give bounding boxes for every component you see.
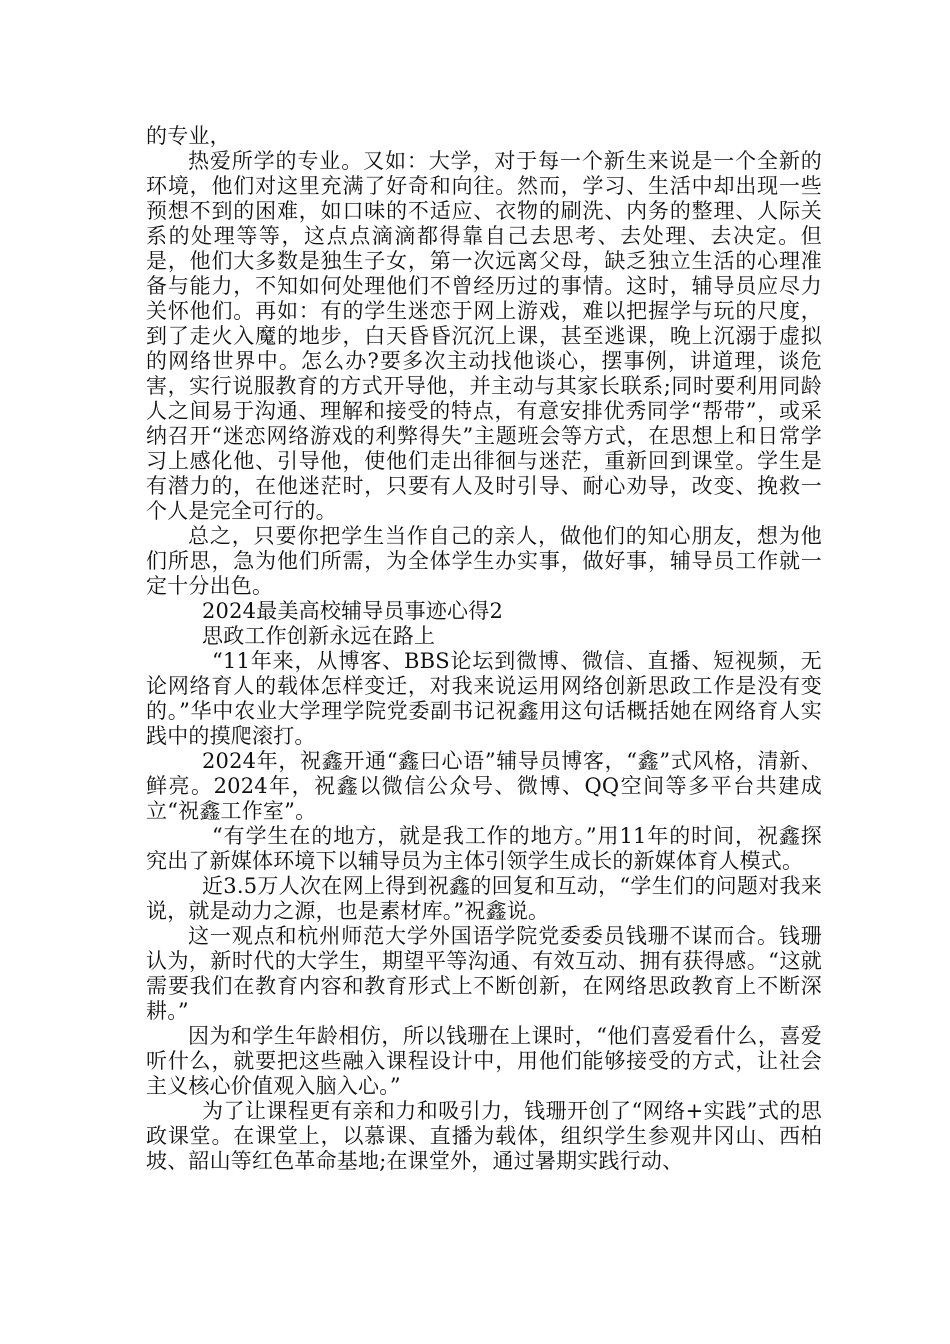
section-title: 2024最美高校辅导员事迹心得2 xyxy=(202,599,504,623)
paragraph-interactions: 近3.5万人次在网上得到祝鑫的回复和互动，“学生们的问题对我来说，就是动力之源，也是素材库。”祝鑫说。 xyxy=(146,874,822,923)
paragraph-age-similar: 因为和学生年龄相仿，所以钱珊在上课时，“他们喜爱看什么，喜爱听什么，就要把这些融入课程设计中，用他们能够接受的方式，让社会主义核心价值观入脑入心。” xyxy=(146,1024,822,1098)
paragraph-students-place: “有学生在的地方，就是我工作的地方。”用11年的时间，祝鑫探究出了新媒体环境下以辅导员为主体引领学生成长的新媒体育人模式。 xyxy=(146,824,822,873)
section-subtitle: 思政工作创新永远在路上 xyxy=(202,624,436,648)
paragraph-qian-shan-view: 这一观点和杭州师范大学外国语学院党委委员钱珊不谋而合。钱珊认为，新时代的大学生，期望平等沟通、有效互动、拥有获得感。“这就需要我们在教育内容和教育形式上不断创新，在网络思政教育上不断深耕。” xyxy=(146,924,822,1023)
paragraph-quote-11-years: “11年来，从博客、BBS论坛到微博、微信、直播、短视频，无论网络育人的载体怎样变迁，对我来说运用网络创新思政工作是没有变的。”华中农业大学理学院党委副书记祝鑫用这句话概括她在网络育人实践中的摸爬滚打。 xyxy=(146,649,822,748)
paragraph-2024-blog: 2024年，祝鑫开通“鑫曰心语”辅导员博客，“鑫”式风格，清新、鲜亮。2024年，祝鑫以微信公众号、微博、QQ空间等多平台共建成立“祝鑫工作室”。 xyxy=(146,749,822,823)
paragraph-summary: 总之，只要你把学生当作自己的亲人，做他们的知心朋友，想为他们所思，急为他们所需，为全体学生办实事，做好事，辅导员工作就一定十分出色。 xyxy=(146,524,822,598)
paragraph-network-practice: 为了让课程更有亲和力和吸引力，钱珊开创了“网络+实践”式的思政课堂。在课堂上，以慕课、直播为载体，组织学生参观井冈山、西柏坡、韶山等红色革命基地;在课堂外，通过暑期实践行动、 xyxy=(146,1099,822,1173)
paragraph-love-major: 热爱所学的专业。又如：大学，对于每一个新生来说是一个全新的环境，他们对这里充满了好奇和向往。然而，学习、生活中却出现一些预想不到的困难，如口味的不适应、衣物的刷洗、内务的整理、人际关系的处理等等，这点点滴滴都得靠自己去思考、去处理、去决定。但是，他们大多数是独生子女，第一次远离父母，缺乏独立生活的心理准备与能力，不知如何处理他们不曾经历过的事情。这时，辅导员应尽力关怀他们。再如：有的学生迷恋于网上游戏，难以把握学与玩的尺度，到了走火入魔的地步，白天昏昏沉沉上课，甚至逃课，晚上沉溺于虚拟的网络世界中。怎么办?要多次主动找他谈心，摆事例，讲道理，谈危害，实行说服教育的方式开导他，并主动与其家长联系;同时要利用同龄人之间易于沟通、理解和接受的特点，有意安排优秀同学“帮带”，或采纳召开“迷恋网络游戏的利弊得失”主题班会等方式，在思想上和日常学习上感化他、引导他，使他们走出徘徊与迷茫，重新回到课堂。学生是有潜力的，在他迷茫时，只要有人及时引导、耐心劝导，改变、挽救一个人是完全可行的。 xyxy=(146,149,822,523)
document-page xyxy=(146,124,822,1174)
paragraph-continuation: 的专业， xyxy=(146,124,231,148)
